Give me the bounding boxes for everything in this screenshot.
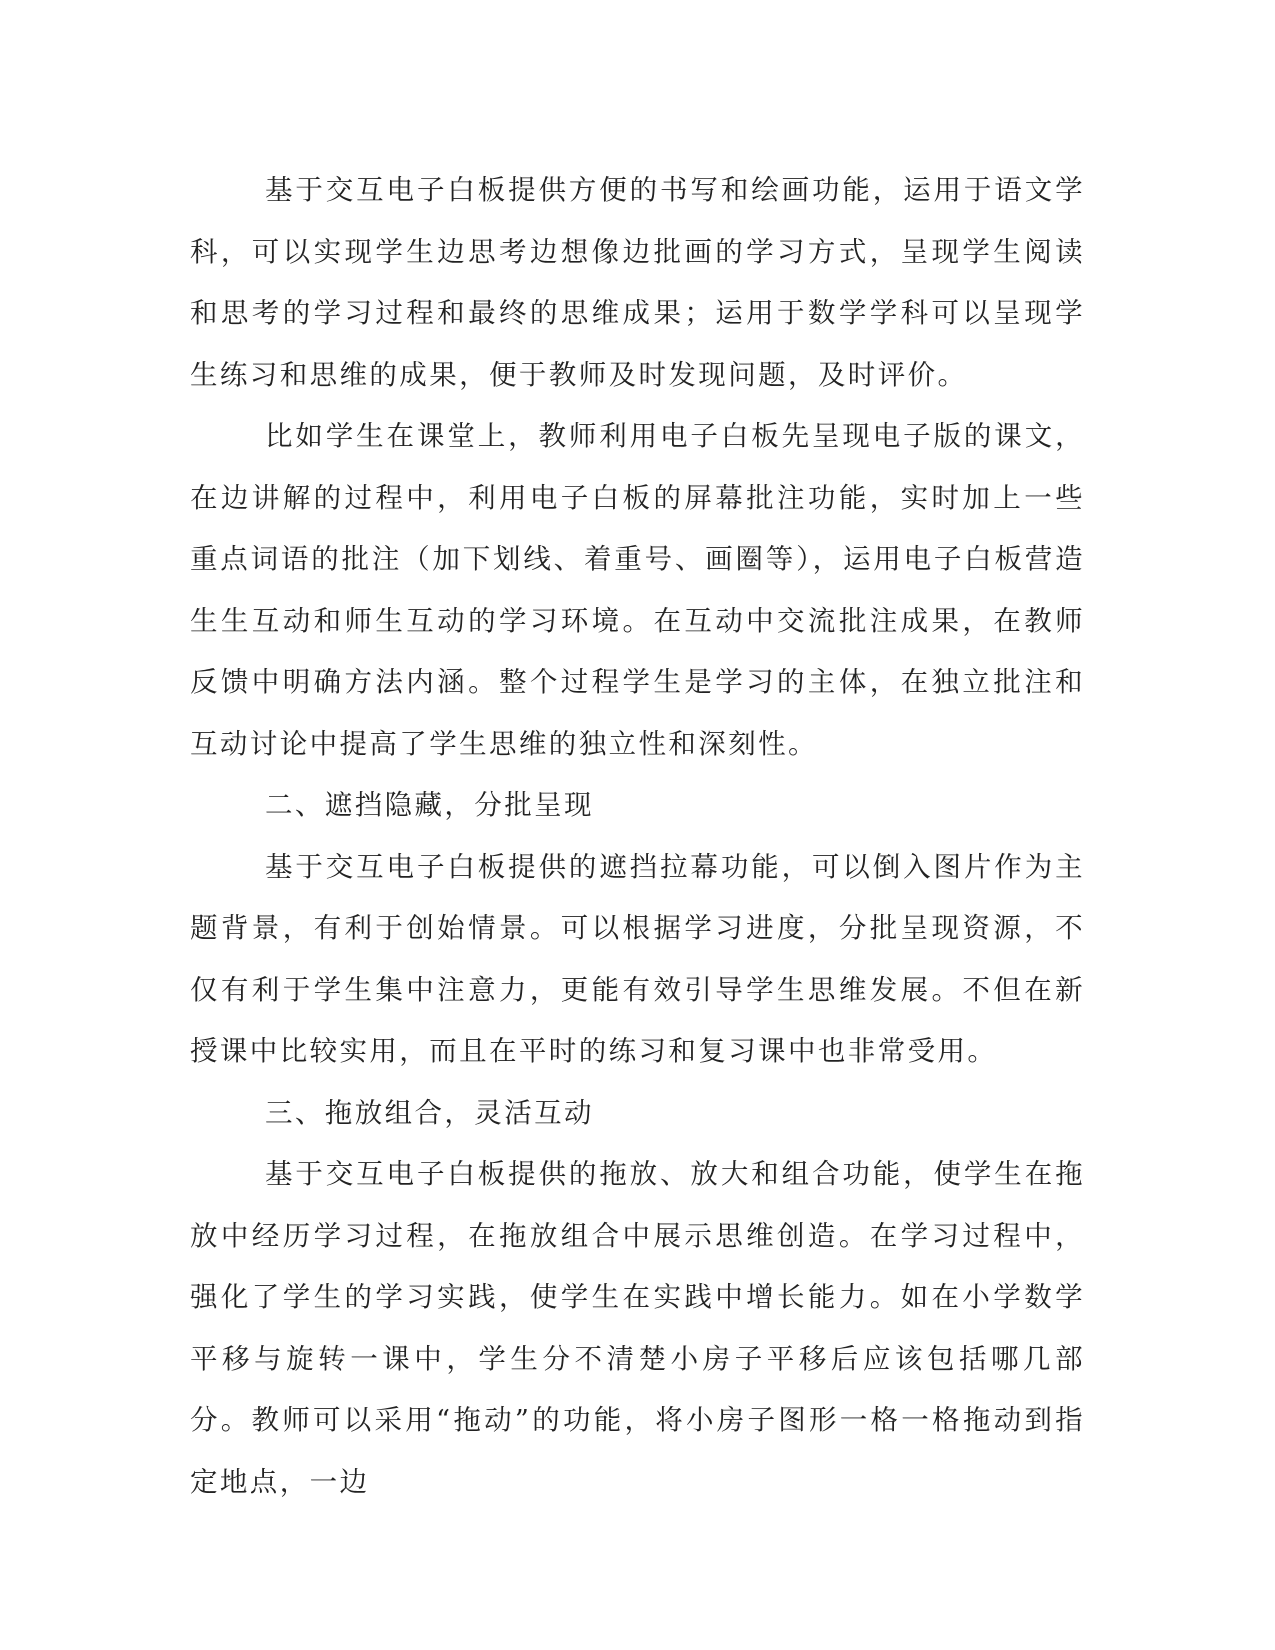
paragraph-annotation-example: 比如学生在课堂上，教师利用电子白板先呈现电子版的课文，在边讲解的过程中，利用电子白板的屏幕批注功能，实时加上一些重点词语的批注（加下划线、着重号、画圈等），运用电子白板营造生生互动和师生互动的学习环境。在互动中交流批注成果，在教师反馈中明确方法内涵。整个过程学生是学习的主体，在独立批注和互动讨论中提高了学生思维的独立性和深刻性。 [190, 420, 1085, 760]
paragraph-writing-drawing: 基于交互电子白板提供方便的书写和绘画功能，运用于语文学科，可以实现学生边思考边想像边批画的学习方式，呈现学生阅读和思考的学习过程和最终的思维成果；运用于数学学科可以呈现学生练习和思维的成果，便于教师及时发现问题，及时评价。 [190, 174, 1085, 391]
section-heading-3: 三、拖放组合，灵活互动 [265, 1096, 594, 1129]
body-text [190, 160, 1085, 1513]
paragraph-drag-drop: 基于交互电子白板提供的拖放、放大和组合功能，使学生在拖放中经历学习过程，在拖放组合中展示思维创造。在学习过程中，强化了学生的学习实践，使学生在实践中增长能力。如在小学数学平移与旋转一课中，学生分不清楚小房子平移后应该包括哪几部分。教师可以采用“拖动”的功能，将小房子图形一格一格拖动到指定地点，一边 [190, 1158, 1085, 1498]
section-heading-2: 二、遮挡隐藏，分批呈现 [265, 789, 594, 821]
paragraph-curtain-feature: 基于交互电子白板提供的遮挡拉幕功能，可以倒入图片作为主题背景，有利于创始情景。可以根据学习进度，分批呈现资源，不仅有利于学生集中注意力，更能有效引导学生思维发展。不但在新授课中比较实用，而且在平时的练习和复习课中也非常受用。 [190, 850, 1085, 1067]
